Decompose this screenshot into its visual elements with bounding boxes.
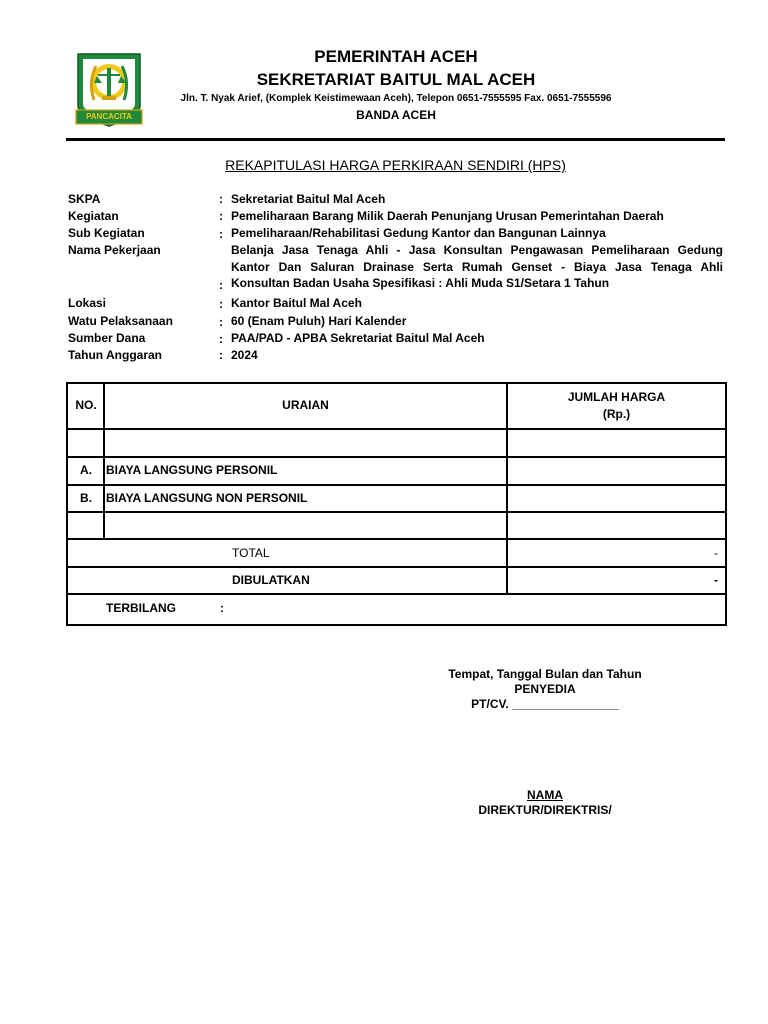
tahun-value: 2024 xyxy=(231,348,258,362)
place-date: Tempat, Tanggal Bulan dan Tahun xyxy=(448,667,642,681)
total-label: TOTAL xyxy=(232,546,270,560)
header-uraian: URAIAN xyxy=(282,398,329,412)
secretariat-name: SEKRETARIAT BAITUL MAL ACEH xyxy=(256,70,536,89)
sub-kegiatan-label: Sub Kegiatan xyxy=(68,226,145,240)
row-border xyxy=(68,511,725,513)
kegiatan-value: Pemeliharaan Barang Milik Daerah Penunjang Urusan Pemerintahan Daerah xyxy=(231,209,664,223)
tahun-colon: : xyxy=(219,348,223,362)
company-line: PT/CV. ________________ xyxy=(471,697,619,711)
row-border xyxy=(68,456,725,458)
header-jumlah-unit: (Rp.) xyxy=(602,407,631,421)
header-no: NO. xyxy=(75,398,97,412)
city-name: BANDA ACEH xyxy=(356,108,436,122)
row-a-no: A. xyxy=(80,463,92,477)
hps-table xyxy=(66,382,727,626)
sub-kegiatan-value: Pemeliharaan/Rehabilitasi Gedung Kantor dan Bangunan Lainnya xyxy=(231,226,606,240)
row-b-uraian: BIAYA LANGSUNG NON PERSONIL xyxy=(106,491,308,505)
kegiatan-colon: : xyxy=(219,209,223,223)
terbilang-colon: : xyxy=(220,601,224,615)
row-border xyxy=(68,593,725,595)
skpa-value: Sekretariat Baitul Mal Aceh xyxy=(231,192,386,206)
header-row-border xyxy=(68,428,725,430)
provider-label: PENYEDIA xyxy=(514,682,576,696)
tahun-label: Tahun Anggaran xyxy=(68,348,162,362)
document-title: REKAPITULASI HARGA PERKIRAAN SENDIRI (HPS) xyxy=(225,157,566,173)
skpa-label: SKPA xyxy=(68,192,101,206)
header-divider xyxy=(66,138,725,141)
row-border xyxy=(68,538,725,540)
rounded-label: DIBULATKAN xyxy=(232,573,310,587)
sumber-dana-colon: : xyxy=(219,332,223,346)
government-name: PEMERINTAH ACEH xyxy=(314,47,478,66)
skpa-colon: : xyxy=(219,192,223,206)
row-border xyxy=(68,566,725,568)
nama-pekerjaan-line: Konsultan Badan Usaha Spesifikasi : Ahli Muda S1/Setara 1 Tahun xyxy=(231,276,610,290)
office-address: Jln. T. Nyak Arief, (Komplek Keistimewaan Aceh), Telepon 0651-7555595 Fax. 0651-7555596 xyxy=(180,93,612,104)
nama-pekerjaan-value xyxy=(231,242,723,292)
sumber-dana-label: Sumber Dana xyxy=(68,331,146,345)
waktu-colon: : xyxy=(219,315,223,329)
rounded-value: - xyxy=(714,573,718,587)
signer-name: NAMA xyxy=(527,788,563,802)
lokasi-label: Lokasi xyxy=(68,296,107,310)
row-border xyxy=(68,484,725,486)
nama-pekerjaan-colon: : xyxy=(219,278,223,292)
pancacita-logo xyxy=(72,52,146,128)
nama-pekerjaan-line: Belanja Jasa Tenaga Ahli - Jasa Konsultan Pengawasan Pemeliharaan Gedung xyxy=(231,243,723,257)
lokasi-colon: : xyxy=(219,297,223,311)
waktu-value: 60 (Enam Puluh) Hari Kalender xyxy=(231,314,407,328)
lokasi-value: Kantor Baitul Mal Aceh xyxy=(231,296,362,310)
total-value: - xyxy=(714,546,718,560)
nama-pekerjaan-label: Nama Pekerjaan xyxy=(68,243,161,257)
signer-position: DIREKTUR/DIREKTRIS/ xyxy=(478,803,612,817)
sumber-dana-value: PAA/PAD - APBA Sekretariat Baitul Mal Aceh xyxy=(231,331,485,345)
waktu-label: Watu Pelaksanaan xyxy=(68,314,173,328)
sub-kegiatan-colon: : xyxy=(219,227,223,241)
header-jumlah: JUMLAH HARGA xyxy=(567,390,666,404)
logo-banner-text: PANCACITA xyxy=(86,112,132,121)
row-a-uraian: BIAYA LANGSUNG PERSONIL xyxy=(106,463,278,477)
terbilang-label: TERBILANG xyxy=(106,601,176,615)
nama-pekerjaan-line: Kantor Dan Saluran Drainase Serta Rumah Genset - Biaya Jasa Tenaga Ahli xyxy=(231,259,723,274)
row-b-no: B. xyxy=(80,491,92,505)
kegiatan-label: Kegiatan xyxy=(68,209,119,223)
